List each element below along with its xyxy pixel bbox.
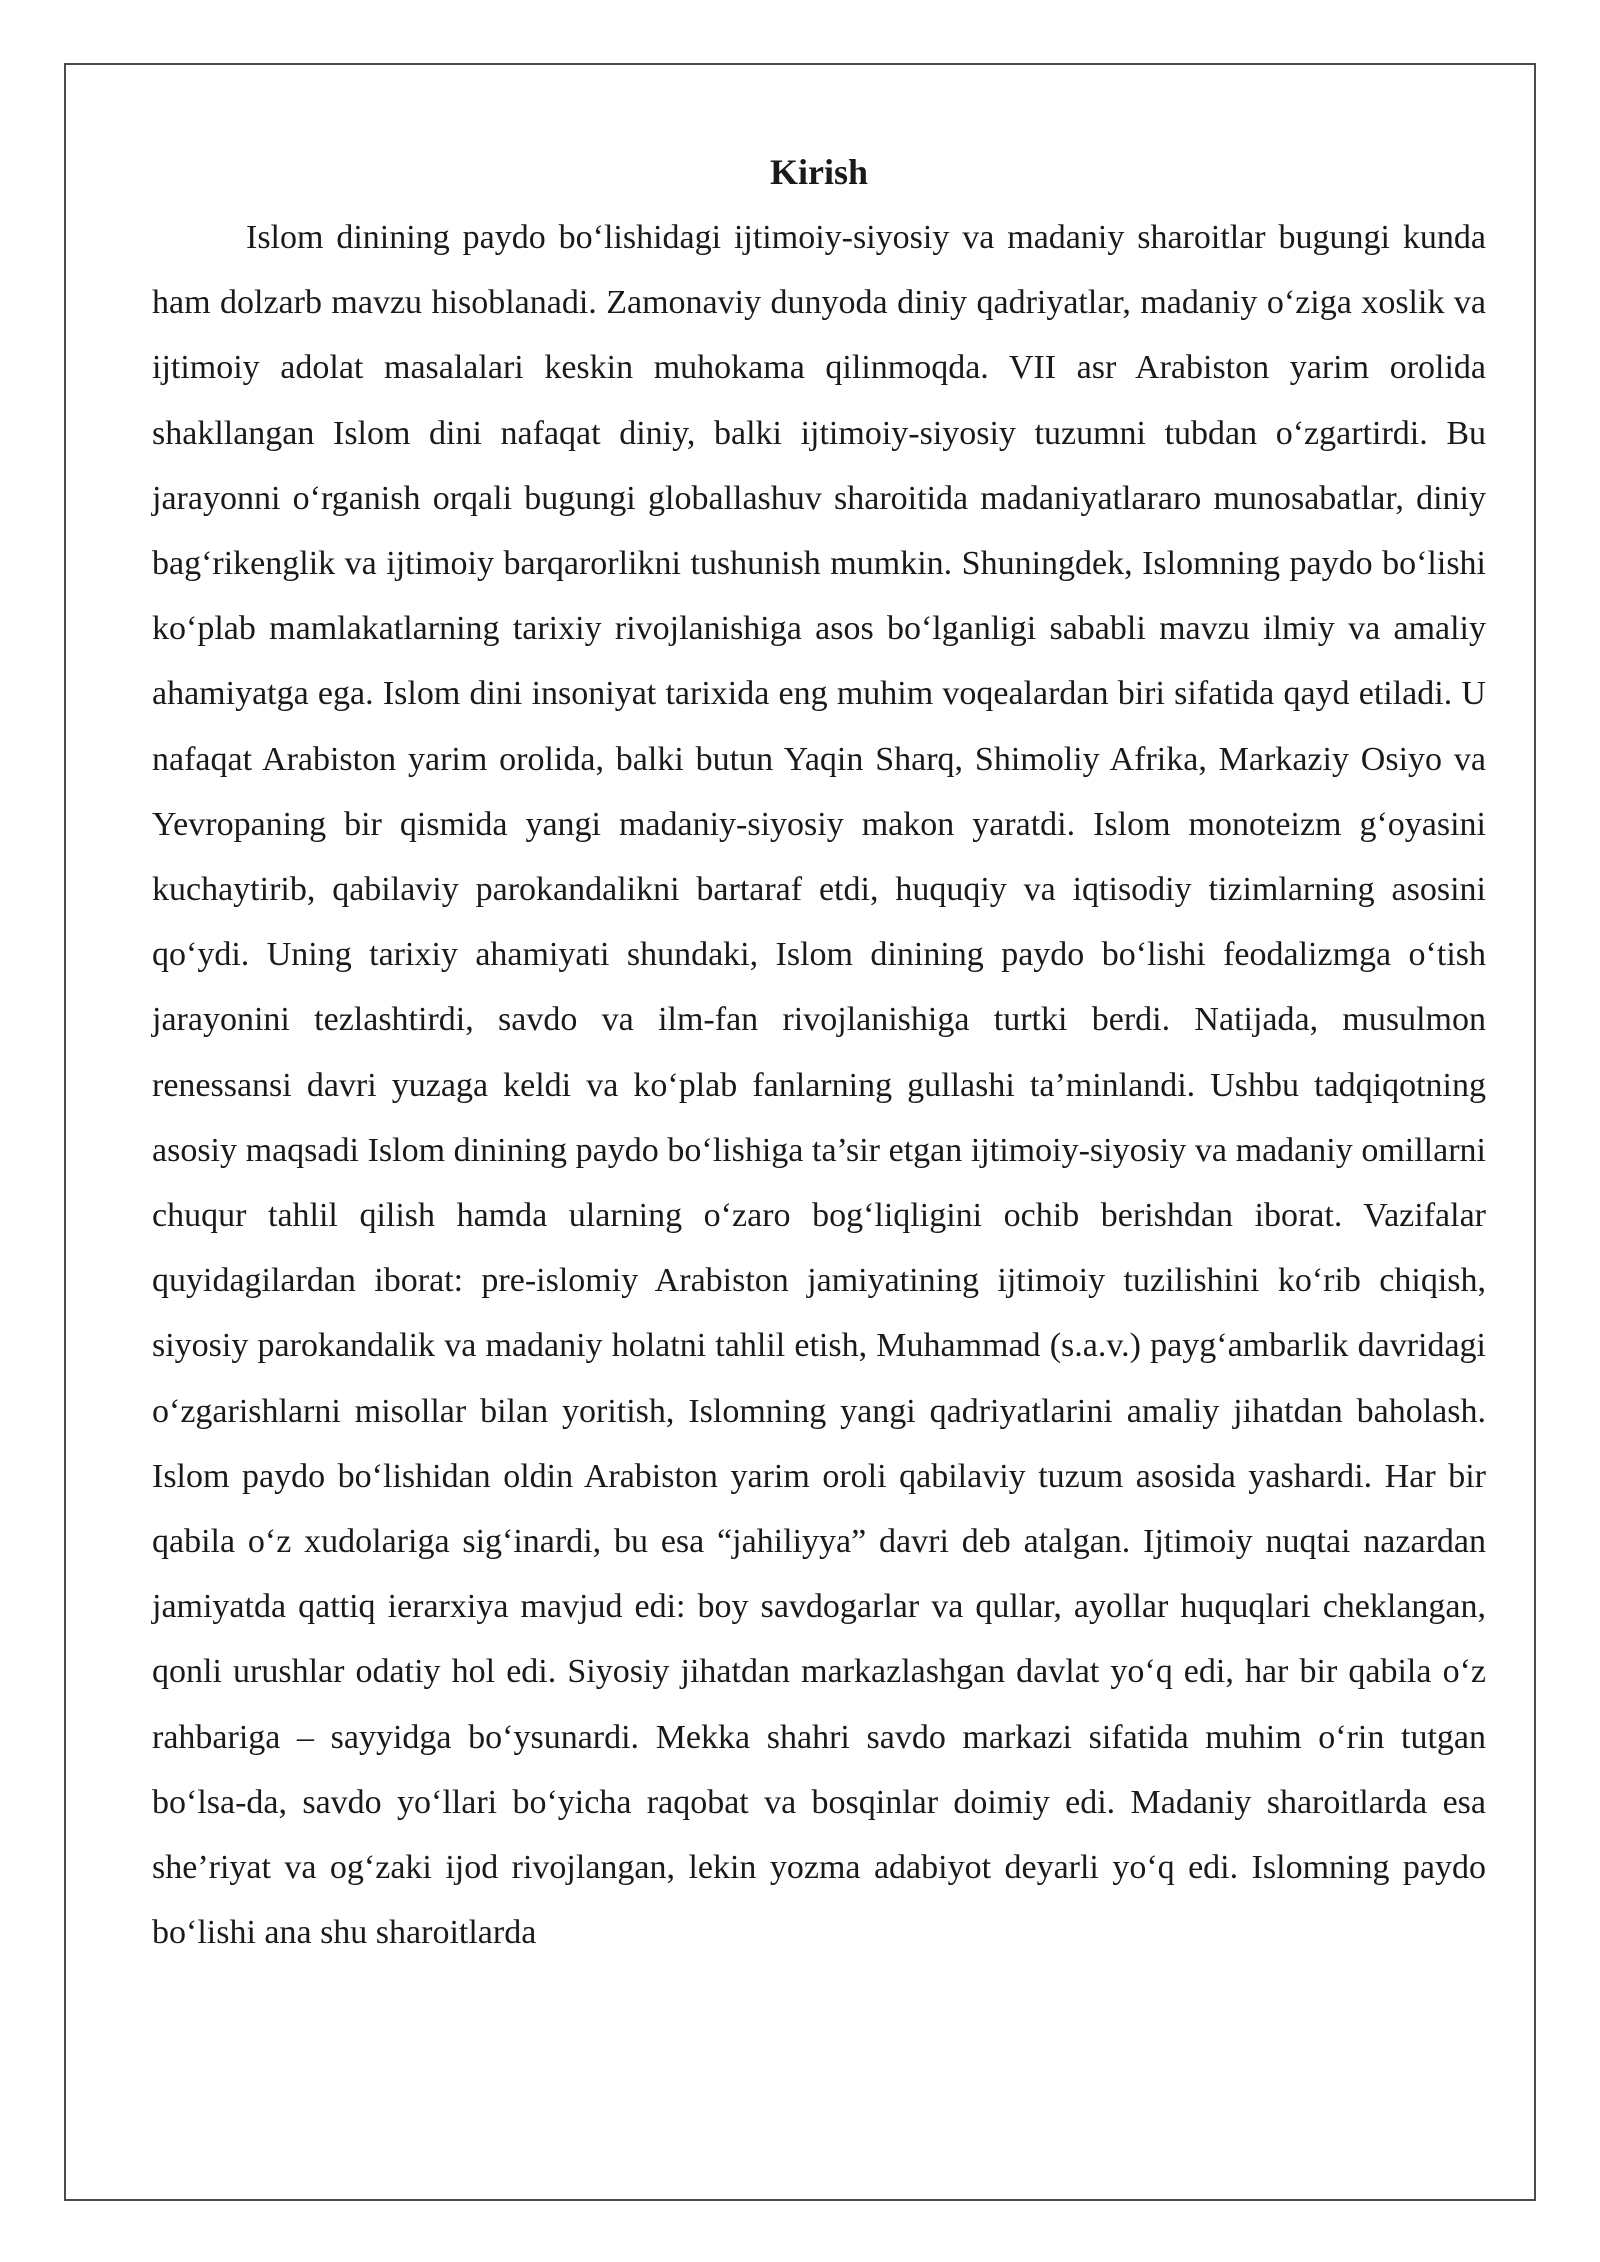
- document-body: [152, 140, 1486, 1965]
- paragraph: Islom dinining paydo bo‘lishidagi ijtimoiy-siyosiy va madaniy sharoitlar bugungi kunda ham dolzarb mavzu hisoblanadi. Zamonaviy dunyoda diniy qadriyatlar, madaniy o‘ziga xoslik va ijtimoiy adolat masalalari keskin muhokama qilinmoqda. VII asr Arabiston yarim orolida shakllangan Islom dini nafaqat diniy, balki ijtimoiy-siyosiy tuzumni tubdan o‘zgartirdi. Bu jarayonni o‘rganish orqali bugungi globallashuv sharoitida madaniyatlararo munosabatlar, diniy bag‘rikenglik va ijtimoiy barqarorlikni tushunish mumkin. Shuningdek, Islomning paydo bo‘lishi ko‘plab mamlakatlarning tarixiy rivojlanishiga asos bo‘lganligi sababli mavzu ilmiy va amaliy ahamiyatga ega. Islom dini insoniyat tarixida eng muhim voqealardan biri sifatida qayd etiladi. U nafaqat Arabiston yarim orolida, balki butun Yaqin Sharq, Shimoliy Afrika, Markaziy Osiyo va Yevropaning bir qismida yangi madaniy-siyosiy makon yaratdi. Islom monoteizm g‘oyasini kuchaytirib, qabilaviy parokandalikni bartaraf etdi, huquqiy va iqtisodiy tizimlarning asosini qo‘ydi. Uning tarixiy ahamiyati shundaki, Islom dinining paydo bo‘lishi feodalizmga o‘tish jarayonini tezlashtirdi, savdo va ilm-fan rivojlanishiga turtki berdi. Natijada, musulmon renessansi davri yuzaga keldi va ko‘plab fanlarning gullashi ta’minlandi. Ushbu tadqiqotning asosiy maqsadi Islom dinining paydo bo‘lishiga ta’sir etgan ijtimoiy-siyosiy va madaniy omillarni chuqur tahlil qilish hamda ularning o‘zaro bog‘liqligini ochib berishdan iborat. Vazifalar quyidagilardan iborat: pre-islomiy Arabiston jamiyatining ijtimoiy tuzilishini ko‘rib chiqish, siyosiy parokandalik va madaniy holatni tahlil etish, Muhammad (s.a.v.) payg‘ambarlik davridagi o‘zgarishlarni misollar bilan yoritish, Islomning yangi qadriyatlarini amaliy jihatdan baholash. Islom paydo bo‘lishidan oldin Arabiston yarim oroli qabilaviy tuzum asosida yashardi. Har bir qabila o‘z xudolariga sig‘inardi, bu esa “jahiliyya” davri deb atalgan. Ijtimoiy nuqtai nazardan jamiyatda qattiq ierarxiya mavjud edi: boy savdogarlar va qullar, ayollar huquqlari cheklangan, qonli urushlar odatiy hol edi. Siyosiy jihatdan markazlashgan davlat yo‘q edi, har bir qabila o‘z rahbariga – sayyidga bo‘ysunardi. Mekka shahri savdo markazi sifatida muhim o‘rin tutgan bo‘lsa-da, savdo yo‘llari bo‘yicha raqobat va bosqinlar doimiy edi. Madaniy sharoitlarda esa she’riyat va og‘zaki ijod rivojlangan, lekin yozma adabiyot deyarli yo‘q edi. Islomning paydo bo‘lishi ana shu sharoitlarda: [152, 219, 1486, 1952]
- document-title: Kirish: [769, 152, 868, 192]
